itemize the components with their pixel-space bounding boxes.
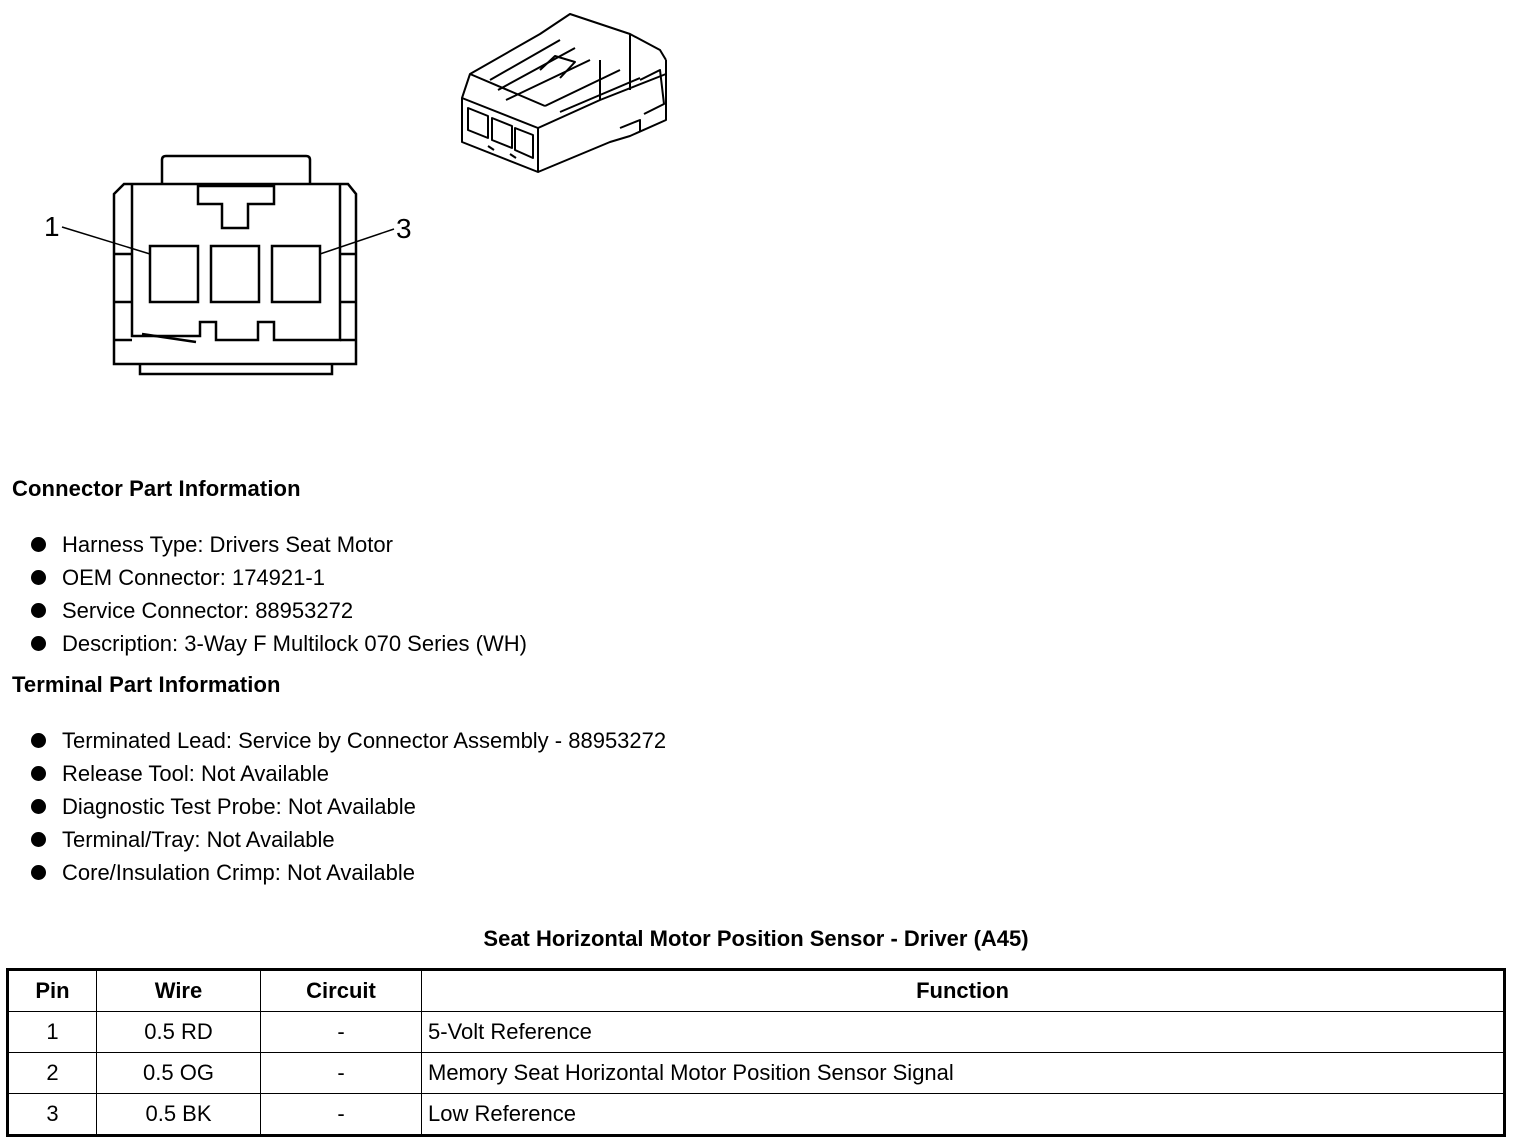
list-item: Core/Insulation Crimp: Not Available bbox=[28, 856, 666, 889]
pin-table-title: Seat Horizontal Motor Position Sensor - Driver (A45) bbox=[483, 926, 1029, 951]
bullet-icon bbox=[31, 865, 46, 880]
terminal-part-info-heading: Terminal Part Information bbox=[12, 672, 281, 697]
pin-cell: 2 bbox=[8, 1053, 97, 1094]
list-item: Diagnostic Test Probe: Not Available bbox=[28, 790, 666, 823]
bullet-icon bbox=[31, 570, 46, 585]
circuit-cell: - bbox=[261, 1012, 422, 1053]
connector-face-diagram bbox=[30, 150, 430, 380]
connector-part-info-list bbox=[28, 528, 527, 660]
bullet-icon bbox=[31, 537, 46, 552]
column-header-circuit: Circuit bbox=[261, 970, 422, 1012]
column-header-wire: Wire bbox=[97, 970, 261, 1012]
list-item: Terminal/Tray: Not Available bbox=[28, 823, 666, 856]
column-header-function: Function bbox=[422, 970, 1505, 1012]
pin-1-label: 1 bbox=[44, 211, 60, 242]
bullet-icon bbox=[31, 832, 46, 847]
list-item: Harness Type: Drivers Seat Motor bbox=[28, 528, 527, 561]
list-item: Terminated Lead: Service by Connector Assembly - 88953272 bbox=[28, 724, 666, 757]
bullet-icon bbox=[31, 799, 46, 814]
circuit-cell: - bbox=[261, 1053, 422, 1094]
wire-cell: 0.5 RD bbox=[97, 1012, 261, 1053]
bullet-icon bbox=[31, 733, 46, 748]
table-header-row bbox=[8, 970, 1505, 1012]
list-item: Description: 3-Way F Multilock 070 Series (WH) bbox=[28, 627, 527, 660]
column-header-pin: Pin bbox=[8, 970, 97, 1012]
bullet-icon bbox=[31, 636, 46, 651]
pin-cell: 3 bbox=[8, 1094, 97, 1136]
circuit-cell: - bbox=[261, 1094, 422, 1136]
connector-part-info-heading: Connector Part Information bbox=[12, 476, 301, 501]
table-row bbox=[8, 1053, 1505, 1094]
pin-1-leader-line bbox=[62, 227, 150, 254]
list-item: OEM Connector: 174921-1 bbox=[28, 561, 527, 594]
wire-cell: 0.5 BK bbox=[97, 1094, 261, 1136]
table-row bbox=[8, 1094, 1505, 1136]
pin-table bbox=[6, 968, 1506, 1137]
list-item: Release Tool: Not Available bbox=[28, 757, 666, 790]
connector-isometric-diagram bbox=[450, 5, 680, 185]
pin-3-label: 3 bbox=[396, 213, 412, 244]
function-cell: Memory Seat Horizontal Motor Position Sensor Signal bbox=[422, 1053, 1505, 1094]
list-item: Service Connector: 88953272 bbox=[28, 594, 527, 627]
function-cell: 5-Volt Reference bbox=[422, 1012, 1505, 1053]
terminal-part-info-list bbox=[28, 724, 666, 889]
table-row bbox=[8, 1012, 1505, 1053]
bullet-icon bbox=[31, 603, 46, 618]
pin-cell: 1 bbox=[8, 1012, 97, 1053]
bullet-icon bbox=[31, 766, 46, 781]
function-cell: Low Reference bbox=[422, 1094, 1505, 1136]
wire-cell: 0.5 OG bbox=[97, 1053, 261, 1094]
